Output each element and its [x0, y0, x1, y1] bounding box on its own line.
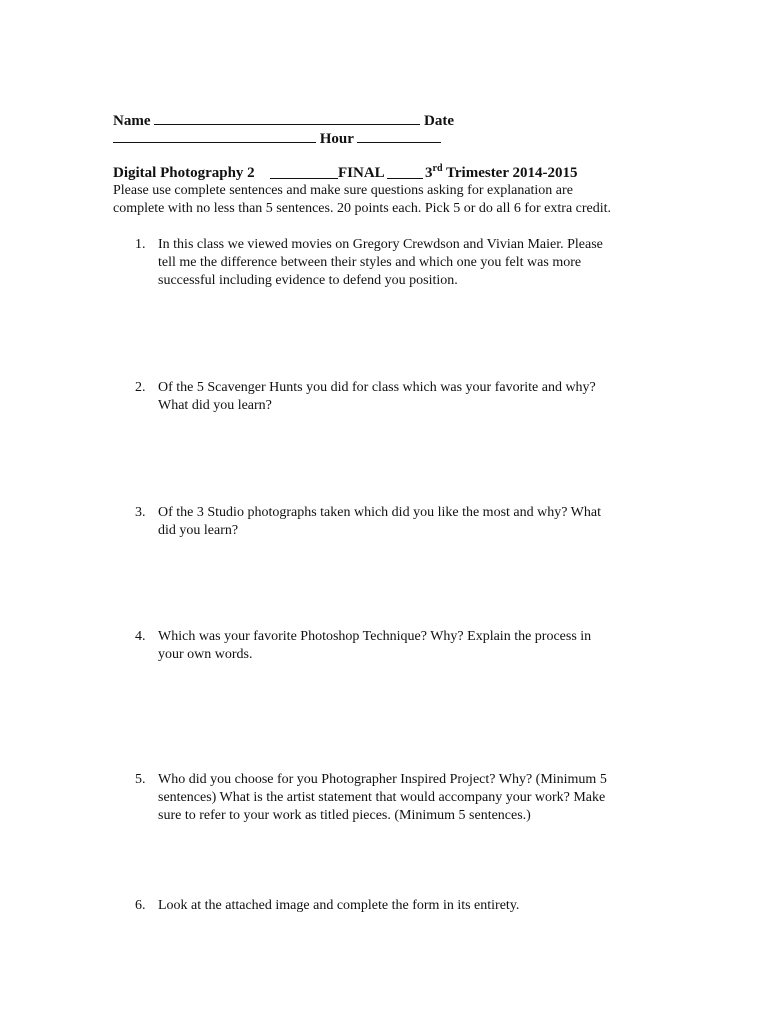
exam-label: FINAL	[338, 165, 385, 181]
question-text	[158, 379, 638, 415]
question-number: 4.	[135, 629, 146, 644]
question-line: Which was your favorite Photoshop Technique? Why? Explain the process in	[158, 629, 592, 644]
title-row	[113, 164, 255, 182]
course-title: Digital Photography 2	[113, 165, 255, 181]
instructions-line-2: complete with no less than 5 sentences. 20 points each. Pick 5 or do all 6 for extra credit.	[113, 201, 612, 216]
question-line: Look at the attached image and complete the form in its entirety.	[158, 898, 520, 913]
trimester-text: Trimester 2014-2015	[445, 165, 578, 181]
question-line: sure to refer to your work as titled pieces. (Minimum 5 sentences.)	[158, 808, 531, 823]
question-text	[158, 771, 638, 825]
date-label: Date	[424, 113, 454, 129]
trimester-number: 3	[425, 165, 433, 181]
instructions-line-1: Please use complete sentences and make sure questions asking for explanation are	[113, 183, 573, 198]
hour-label: Hour	[319, 131, 354, 147]
question-line: your own words.	[158, 647, 253, 662]
question-line: tell me the difference between their styles and which one you felt was more	[158, 255, 582, 270]
question-number: 3.	[135, 505, 146, 520]
question-line: In this class we viewed movies on Gregory Crewdson and Vivian Maier. Please	[158, 237, 603, 252]
question-number: 5.	[135, 772, 146, 787]
question-line: Of the 5 Scavenger Hunts you did for class which was your favorite and why?	[158, 380, 596, 395]
hour-row	[113, 129, 441, 148]
question-number: 2.	[135, 380, 146, 395]
question-line: did you learn?	[158, 523, 239, 538]
question-text	[158, 628, 638, 664]
name-label: Name	[113, 113, 151, 129]
question-text	[158, 504, 638, 540]
question-line: What did you learn?	[158, 398, 272, 413]
question-line: sentences) What is the artist statement that would accompany your work? Make	[158, 790, 606, 805]
question-line: Of the 3 Studio photographs taken which did you like the most and why? What	[158, 505, 602, 520]
title-underline-2	[387, 178, 423, 179]
question-text	[158, 236, 638, 290]
name-blank	[154, 111, 420, 125]
trimester-superscript: rd	[432, 163, 443, 174]
date-blank	[113, 129, 316, 143]
hour-blank	[357, 129, 441, 143]
question-number: 6.	[135, 898, 146, 913]
title-underline-1	[270, 178, 338, 179]
question-line: Who did you choose for you Photographer Inspired Project? Why? (Minimum 5	[158, 772, 607, 787]
exam-label-row	[338, 164, 385, 182]
question-line: successful including evidence to defend you position.	[158, 273, 458, 288]
name-date-row	[113, 111, 454, 130]
question-number: 1.	[135, 237, 146, 252]
question-text	[158, 897, 638, 915]
trimester-row	[425, 164, 577, 182]
